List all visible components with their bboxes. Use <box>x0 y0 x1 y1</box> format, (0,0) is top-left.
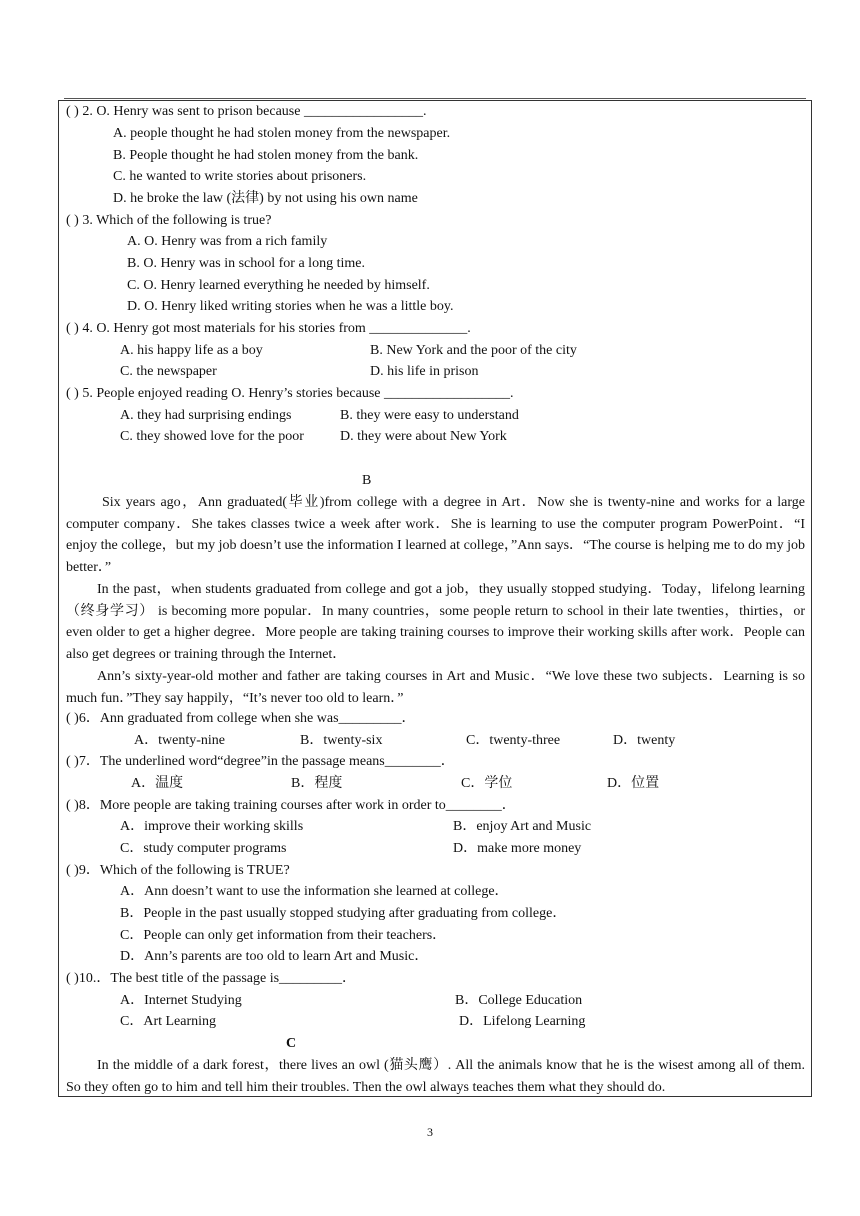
question-8-option-b: B．enjoy Art and Music <box>453 819 592 834</box>
passage-b-paragraph-3: Ann’s sixty-year-old mother and father are taking courses in Art and Music．“We love these two subjects．Learning is so much fun．”They say happily，“It’s never too old to learn．” <box>66 669 805 706</box>
question-8-option-d: D．make more money <box>453 841 582 856</box>
question-7-stem: ( )7．The underlined word“degree”in the passage means________． <box>66 754 455 769</box>
passage-b-paragraph-2: In the past，when students graduated from college and got a job，they usually stopped studying．Today，lifelong learning（终身学习） is becoming more popular．In many countries，some people return to school in their late twenties，thirties，or even older to get a higher degree．More people are taking training courses to improve their working skills after work．People can also get degrees or training through the Internet． <box>66 582 805 663</box>
question-5-option-a: A. they had surprising endings <box>120 408 292 423</box>
question-10-option-b: B．College Education <box>455 993 583 1008</box>
question-4-stem: ( ) 4. O. Henry got most materials for his stories from ______________. <box>66 321 471 336</box>
passage-b-paragraph-1: Six years ago，Ann graduated(毕业)from college with a degree in Art．Now she is twenty-nine and works for a large computer company．She takes classes twice a week after work．She is learning to use the computer program PowerPoint．“I enjoy the college，but my job doesn’t use the information I learned at college，”Ann says．“The course is helping me to do my job better．” <box>66 495 805 576</box>
question-3-option-b: B. O. Henry was in school for a long time. <box>127 256 365 271</box>
question-6-option-a: A．twenty-nine <box>134 733 225 748</box>
question-7-option-d: D．位置 <box>607 776 660 791</box>
question-3-stem: ( ) 3. Which of the following is true? <box>66 213 272 228</box>
question-6-option-d: D．twenty <box>613 733 676 748</box>
header-rule <box>64 98 806 99</box>
question-3-option-d: D. O. Henry liked writing stories when he was a little boy. <box>127 299 454 314</box>
section-c-heading: C <box>286 1036 297 1051</box>
question-8-stem: ( )8．More people are taking training courses after work in order to________． <box>66 798 516 813</box>
question-3-option-a: A. O. Henry was from a rich family <box>127 234 328 249</box>
question-4-option-c: C. the newspaper <box>120 364 217 379</box>
question-5-option-c: C. they showed love for the poor <box>120 429 304 444</box>
page-number: 3 <box>427 1125 433 1139</box>
question-2-option-d: D. he broke the law (法律) by not using his own name <box>113 191 418 206</box>
question-5-option-d: D. they were about New York <box>340 429 507 444</box>
question-10-option-c: C．Art Learning <box>120 1014 217 1029</box>
section-b-heading: B <box>362 473 372 488</box>
question-10-option-d: D．Lifelong Learning <box>459 1014 586 1029</box>
question-3-option-c: C. O. Henry learned everything he needed by himself. <box>127 278 430 293</box>
question-9-option-d: D．Ann’s parents are too old to learn Art and Music． <box>120 949 429 964</box>
question-7-option-c: C．学位 <box>461 776 513 791</box>
question-9-stem: ( )9．Which of the following is TRUE? <box>66 863 290 878</box>
question-2-option-a: A. people thought he had stolen money from the newspaper. <box>113 126 451 141</box>
question-4-option-d: D. his life in prison <box>370 364 479 379</box>
question-2-option-b: B. People thought he had stolen money from the bank. <box>113 148 419 163</box>
question-7-option-a: A．温度 <box>131 776 184 791</box>
question-6-option-b: B．twenty-six <box>300 733 383 748</box>
question-6-stem: ( )6．Ann graduated from college when she was_________． <box>66 711 416 726</box>
question-2-stem: ( ) 2. O. Henry was sent to prison because _________________. <box>66 104 427 119</box>
question-4-option-a: A. his happy life as a boy <box>120 343 263 358</box>
passage-c-paragraph-1: In the middle of a dark forest，there lives an owl (猫头鹰）. All the animals know that he is the wisest among all of them. So they often go to him and tell him their troubles. Then the owl always teaches them what they should do. <box>66 1058 805 1095</box>
question-10-stem: ( )10.．The best title of the passage is_________． <box>66 971 357 986</box>
question-8-option-a: A．improve their working skills <box>120 819 304 834</box>
question-10-option-a: A．Internet Studying <box>120 993 242 1008</box>
question-6-option-c: C．twenty-three <box>466 733 561 748</box>
question-9-option-a: A．Ann doesn’t want to use the information she learned at college． <box>120 884 509 899</box>
question-5-stem: ( ) 5. People enjoyed reading O. Henry’s stories because __________________. <box>66 386 514 401</box>
question-8-option-c: C．study computer programs <box>120 841 287 856</box>
question-2-option-c: C. he wanted to write stories about prisoners. <box>113 169 367 184</box>
question-9-option-c: C．People can only get information from their teachers． <box>120 928 447 943</box>
question-5-option-b: B. they were easy to understand <box>340 408 519 423</box>
question-7-option-b: B．程度 <box>291 776 343 791</box>
question-9-option-b: B．People in the past usually stopped studying after graduating from college． <box>120 906 567 921</box>
question-4-option-b: B. New York and the poor of the city <box>370 343 577 358</box>
